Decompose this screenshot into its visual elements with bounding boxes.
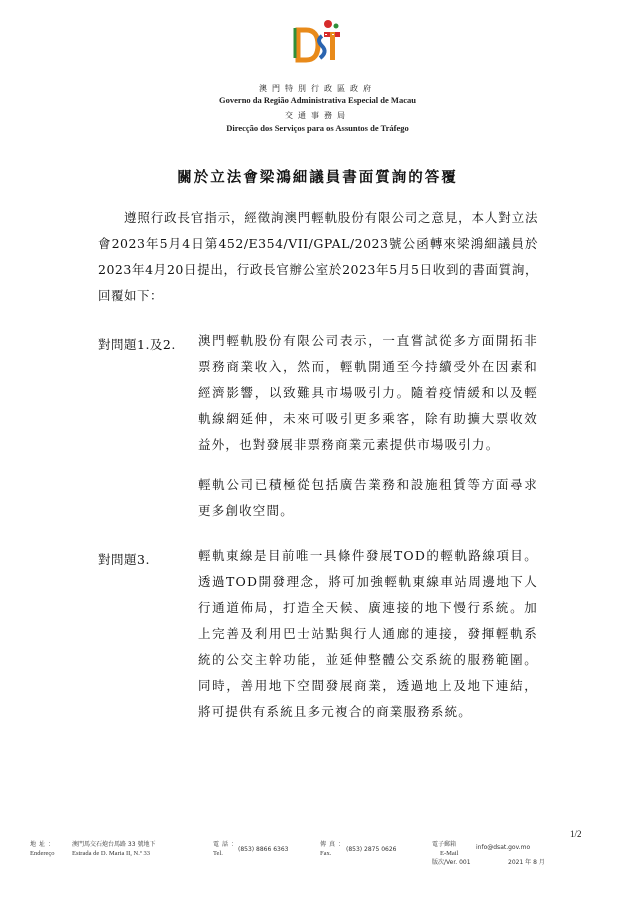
footer-phone: (853) 8866 6363 (238, 846, 289, 853)
footer-phone-label-zh: 電話： (213, 841, 241, 848)
dsat-logo (292, 18, 344, 70)
gov-name-pt: Governo da Região Administrativa Especial de Macau (219, 95, 416, 105)
footer-fax-label-pt: Fax. (320, 850, 332, 857)
footer-fax: (853) 2875 0626 (346, 846, 397, 853)
footer-address-label-zh: 地址： (30, 841, 58, 848)
footer-fax-label-zh: 傳真： (320, 841, 348, 848)
answer-q3-para-1: 輕軌東線是目前唯一具條件發展TOD的輕軌路線項目。透過TOD開發理念，將可加強輕軌東線車站周邊地下人行通道佈局，打造全天候、廣連接的地下慢行系統。加上完善及利用巴士站點與行人通廊的連接，發揮輕軌系統的公交主幹功能，並延伸整體公交系統的服務範圍。同時，善用地下空間發展商業，透過地上及地下連結，將可提供有系統且多元複合的商業服務系統。 (198, 548, 538, 719)
answer-q3 (198, 543, 538, 725)
footer-email-labels (432, 840, 458, 858)
gov-name-zh: 澳門特別行政區政府 (259, 84, 376, 93)
footer-email-label-zh: 電子郵箱 (432, 841, 457, 848)
answer-label-q1-q2: 對問題1.及2. (98, 337, 176, 352)
footer-fax-labels (320, 840, 347, 858)
dept-name-pt: Direcção dos Serviços para os Assuntos de Tráfego (226, 123, 409, 133)
footer-date: 2021 年 8 月 (508, 859, 545, 866)
footer-address-zh: 澳門馬交石炮台馬路 33 號地下 (72, 841, 156, 848)
footer-email-label-pt: E-Mail (440, 850, 459, 857)
footer-address-pt: Estrada de D. Maria II, N.º 33 (72, 850, 151, 857)
answer-q1-q2 (198, 328, 538, 524)
page-number: 1/2 (570, 829, 582, 839)
answer-label-q3: 對問題3. (98, 552, 150, 567)
intro-paragraph (98, 205, 538, 309)
dept-name-zh: 交通事務局 (285, 111, 350, 120)
footer-address-labels (30, 840, 57, 858)
footer-address (72, 840, 155, 858)
footer-phone-label-pt: Tel. (213, 850, 223, 857)
answer-q1-q2-para-1: 澳門輕軌股份有限公司表示，一直嘗試從多方面開拓非票務商業收入，然而，輕軌開通至今持續受外在因素和經濟影響，以致難具市場吸引力。隨着疫情緩和以及輕軌線網延伸，未來可吸引更多乘客，除有助擴大票收效益外，也對發展非票務商業元素提供市場吸引力。 (198, 333, 538, 452)
footer-address-label-pt: Endereço (30, 850, 55, 857)
intro-text: 遵照行政長官指示，經徵詢澳門輕軌股份有限公司之意見，本人對立法會2023年5月4日第452/E354/VII/GPAL/2023號公函轉來梁鴻細議員於2023年4月20日提出，行政長官辦公室於2023年5月5日收到的書面質詢，回覆如下： (98, 210, 538, 303)
footer-version: 版次/Ver. 001 (432, 859, 471, 866)
answer-q1-q2-para-2: 輕軌公司已積極從包括廣告業務和設施租賃等方面尋求更多創收空間。 (198, 477, 538, 518)
dsat-logo-icon (292, 18, 344, 70)
footer-email[interactable]: info@dsat.gov.mo (476, 844, 531, 851)
document-title: 關於立法會梁鴻細議員書面質詢的答覆 (177, 169, 458, 186)
footer-phone-labels (213, 840, 240, 858)
